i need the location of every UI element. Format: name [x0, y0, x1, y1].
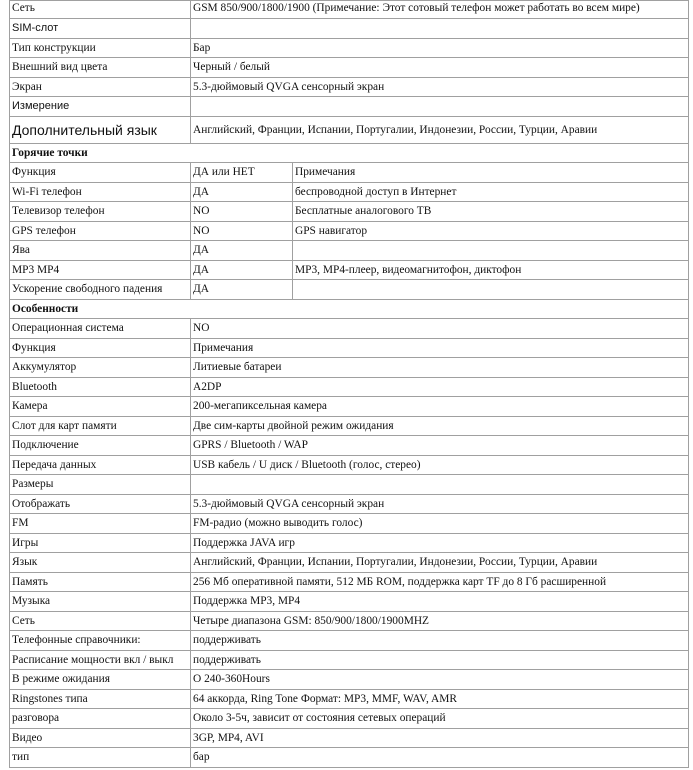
feature-value: NO	[191, 319, 689, 339]
spec-label: Сеть	[10, 1, 191, 19]
spec-row	[10, 1, 689, 19]
spec-row	[10, 38, 689, 58]
feature-value: поддерживать	[191, 631, 689, 651]
hotspot-note: GPS навигатор	[293, 221, 689, 241]
spec-value	[191, 97, 689, 117]
feature-row	[10, 553, 689, 573]
feature-label: Память	[10, 572, 191, 592]
feature-label: Видео	[10, 728, 191, 748]
feature-value: A2DP	[191, 377, 689, 397]
spec-label: Внешний вид цвета	[10, 58, 191, 78]
feature-value: 3GP, MP4, AVI	[191, 728, 689, 748]
feature-value: Две сим-карты двойной режим ожидания	[191, 416, 689, 436]
feature-row	[10, 670, 689, 690]
feature-row	[10, 494, 689, 514]
feature-value: GPRS / Bluetooth / WAP	[191, 436, 689, 456]
feature-label: Телефонные справочники:	[10, 631, 191, 651]
hotspot-row	[10, 182, 689, 202]
feature-row	[10, 572, 689, 592]
hotspot-row	[10, 280, 689, 300]
feature-row	[10, 728, 689, 748]
feature-value: Поддержка MP3, MP4	[191, 592, 689, 612]
feature-row	[10, 748, 689, 768]
feature-label: Функция	[10, 338, 191, 358]
spec-label: Экран	[10, 77, 191, 97]
feature-value: О 240-360Hours	[191, 670, 689, 690]
section-header-features: Особенности	[10, 299, 689, 319]
feature-value: бар	[191, 748, 689, 768]
feature-value	[191, 475, 689, 495]
feature-row	[10, 319, 689, 339]
feature-row	[10, 455, 689, 475]
spec-table	[9, 0, 689, 768]
feature-label: Размеры	[10, 475, 191, 495]
spec-value: Английский, Франции, Испании, Португалии, Индонезии, России, Турции, Аравии	[191, 116, 689, 143]
section-header-hotspots: Горячие точки	[10, 143, 689, 163]
feature-value: USB кабель / U диск / Bluetooth (голос, стерео)	[191, 455, 689, 475]
feature-row	[10, 514, 689, 534]
column-header-function: Функция	[10, 163, 191, 183]
spec-row	[10, 77, 689, 97]
feature-row	[10, 709, 689, 729]
hotspot-label: Телевизор телефон	[10, 202, 191, 222]
spec-row	[10, 19, 689, 39]
feature-row	[10, 533, 689, 553]
hotspot-row	[10, 260, 689, 280]
feature-value: поддерживать	[191, 650, 689, 670]
feature-value: FM-радио (можно выводить голос)	[191, 514, 689, 534]
spec-value: 5.3-дюймовый QVGA сенсорный экран	[191, 77, 689, 97]
feature-label: Расписание мощности вкл / выкл	[10, 650, 191, 670]
hotspot-note	[293, 241, 689, 261]
feature-label: разговора	[10, 709, 191, 729]
feature-value: Четыре диапазона GSM: 850/900/1800/1900MHZ	[191, 611, 689, 631]
feature-label: FM	[10, 514, 191, 534]
hotspot-label: GPS телефон	[10, 221, 191, 241]
feature-value: 5.3-дюймовый QVGA сенсорный экран	[191, 494, 689, 514]
feature-row	[10, 592, 689, 612]
feature-label: Операционная система	[10, 319, 191, 339]
spec-value: Черный / белый	[191, 58, 689, 78]
hotspots-column-row	[10, 163, 689, 183]
hotspot-label: Wi-Fi телефон	[10, 182, 191, 202]
feature-label: Игры	[10, 533, 191, 553]
spec-row	[10, 116, 689, 143]
feature-label: Музыка	[10, 592, 191, 612]
hotspot-row	[10, 241, 689, 261]
feature-value: Примечания	[191, 338, 689, 358]
feature-row	[10, 358, 689, 378]
hotspot-note: беспроводной доступ в Интернет	[293, 182, 689, 202]
feature-label: В режиме ожидания	[10, 670, 191, 690]
feature-value: Поддержка JAVA игр	[191, 533, 689, 553]
hotspot-value: ДА	[191, 241, 293, 261]
feature-value: Около 3-5ч, зависит от состояния сетевых операций	[191, 709, 689, 729]
hotspot-value: ДА	[191, 260, 293, 280]
hotspot-label: MP3 MP4	[10, 260, 191, 280]
feature-value: 64 аккорда, Ring Tone Формат: MP3, MMF, WAV, AMR	[191, 689, 689, 709]
feature-value: Английский, Франции, Испании, Португалии, Индонезии, России, Турции, Аравии	[191, 553, 689, 573]
feature-label: Сеть	[10, 611, 191, 631]
hotspot-label: Ускорение свободного падения	[10, 280, 191, 300]
hotspot-note: MP3, MP4-плеер, видеомагнитофон, диктофон	[293, 260, 689, 280]
feature-label: Передача данных	[10, 455, 191, 475]
feature-row	[10, 689, 689, 709]
hotspot-label: Ява	[10, 241, 191, 261]
feature-label: Камера	[10, 397, 191, 417]
spec-row	[10, 58, 689, 78]
feature-row	[10, 416, 689, 436]
feature-row	[10, 650, 689, 670]
feature-row	[10, 475, 689, 495]
feature-label: Отображать	[10, 494, 191, 514]
hotspot-value: ДА	[191, 280, 293, 300]
spec-label: SIM-слот	[10, 19, 191, 39]
section-header-row	[10, 143, 689, 163]
hotspot-note: Бесплатные аналогового ТВ	[293, 202, 689, 222]
hotspot-value: ДА	[191, 182, 293, 202]
spec-label: Измерение	[10, 97, 191, 117]
spec-label: Тип конструкции	[10, 38, 191, 58]
hotspot-note	[293, 280, 689, 300]
hotspot-row	[10, 202, 689, 222]
feature-row	[10, 631, 689, 651]
spec-label: Дополнительный язык	[10, 116, 191, 143]
feature-label: Ringstones типа	[10, 689, 191, 709]
spec-value: GSM 850/900/1800/1900 (Примечание: Этот сотовый телефон может работать во всем мире)	[191, 1, 689, 19]
feature-label: Слот для карт памяти	[10, 416, 191, 436]
section-header-row	[10, 299, 689, 319]
spec-value: Бар	[191, 38, 689, 58]
hotspot-value: NO	[191, 202, 293, 222]
feature-row	[10, 377, 689, 397]
hotspot-value: NO	[191, 221, 293, 241]
feature-row	[10, 338, 689, 358]
feature-row	[10, 436, 689, 456]
spec-value	[191, 19, 689, 39]
feature-row	[10, 611, 689, 631]
feature-value: Литиевые батареи	[191, 358, 689, 378]
column-header-notes: Примечания	[293, 163, 689, 183]
feature-value: 256 Мб оперативной памяти, 512 МБ ROM, поддержка карт TF до 8 Гб расширенной	[191, 572, 689, 592]
feature-label: тип	[10, 748, 191, 768]
feature-label: Аккумулятор	[10, 358, 191, 378]
feature-label: Язык	[10, 553, 191, 573]
feature-row	[10, 397, 689, 417]
column-header-yes-no: ДА или НЕТ	[191, 163, 293, 183]
spec-row	[10, 97, 689, 117]
hotspot-row	[10, 221, 689, 241]
feature-label: Подключение	[10, 436, 191, 456]
feature-value: 200-мегапиксельная камера	[191, 397, 689, 417]
feature-label: Bluetooth	[10, 377, 191, 397]
